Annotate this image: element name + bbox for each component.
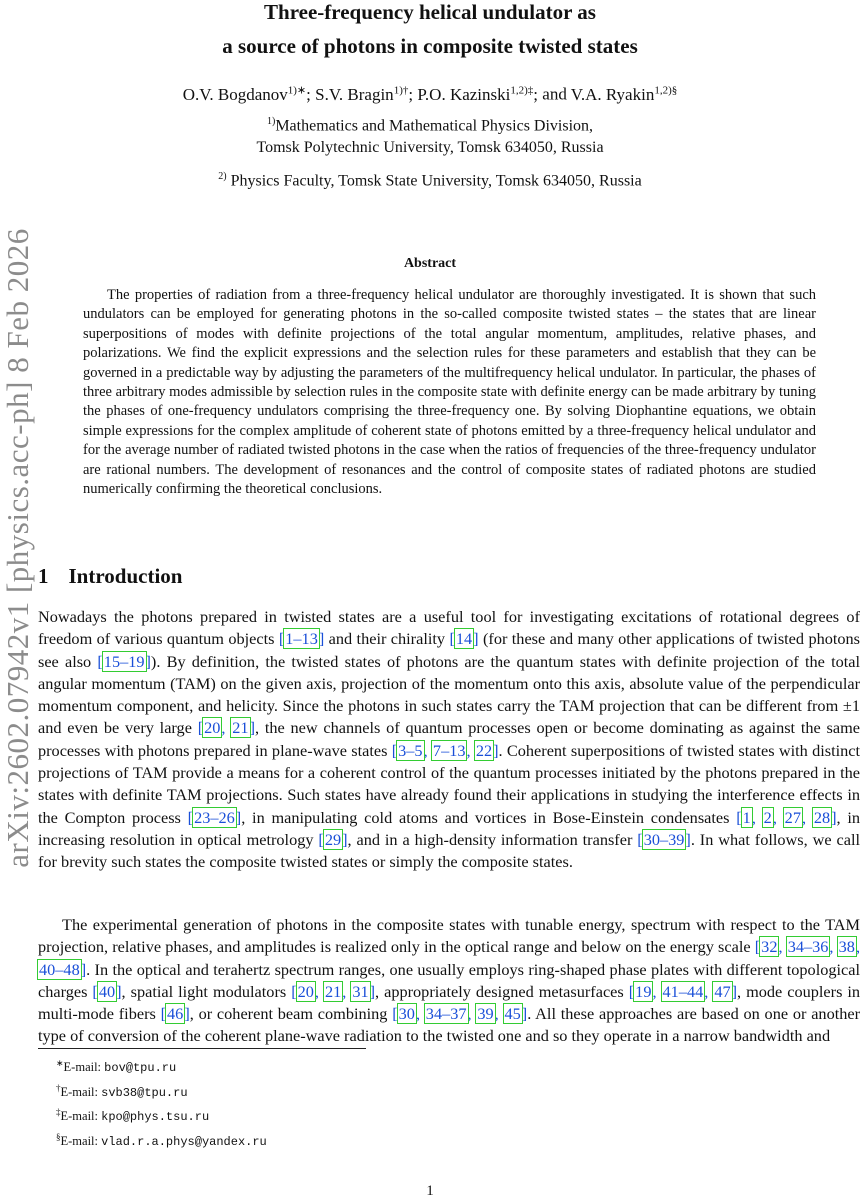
citation-link[interactable]: 31 <box>352 981 369 1001</box>
text-run: , in increasing resolution in optical metrology <box>38 807 860 849</box>
affiliation-1-line-1: $^{1)}$Mathematics and Mathematical Physics Division, <box>266 116 594 135</box>
citation-link[interactable]: 20 <box>204 718 221 738</box>
author-and: and <box>542 84 567 104</box>
citation-link[interactable]: 1 <box>742 807 751 827</box>
email-link[interactable]: vlad.r.a.phys@yandex.ru <box>101 1135 267 1150</box>
citation-link[interactable]: 28 <box>813 807 831 827</box>
paper-title-line-1: Three-frequency helical undulator as <box>264 0 596 24</box>
citation-link[interactable]: 34–37 <box>425 1004 467 1024</box>
citation-link[interactable]: 20 <box>297 981 314 1001</box>
citation-group: [1–13] <box>278 629 325 649</box>
footnote-3: ‡E-mail: kpo@phys.tsu.ru <box>56 1107 210 1125</box>
text-run: , and in a high-density information transfer <box>347 829 638 849</box>
text-run: , appropriately designed metasurfaces <box>375 981 629 1001</box>
citation-group: [30–39] <box>637 829 691 849</box>
citation-link[interactable]: 14 <box>455 629 473 649</box>
citation-group: [46] <box>160 1004 190 1024</box>
citation-group: [15–19] <box>97 651 151 671</box>
abstract-heading: Abstract <box>403 256 457 271</box>
text-run: Nowadays the photons prepared in twisted states are a useful tool for investigating excitations of rotational degrees of freedom of various quantum objects <box>38 607 860 649</box>
email-link[interactable]: bov@tpu.ru <box>104 1061 177 1076</box>
citation-link[interactable]: 21 <box>324 981 342 1001</box>
text-run: , or coherent beam combining <box>189 1004 393 1024</box>
text-run: The experimental generation of photons in the composite states with tunable energy, spectrum with respect to the TAM projection, relative phases, and amplitudes is realized only in the optical range and below on the energy scale <box>38 915 860 957</box>
citation-link[interactable]: 7–13 <box>432 740 466 760</box>
citation-link[interactable]: 22 <box>475 740 493 760</box>
text-run: ). By definition, the twisted states of photons are the quantum states with definite projection of the total angular momentum (TAM) on the given axis, projection of the momentum onto this axis, absolute value of the perpendicular momentum component, and helicity. Since the photons in such states carry the TAM projection that can be different from ±1 and even be very large <box>38 651 860 738</box>
citation-link[interactable]: 21 <box>232 718 249 738</box>
citation-link[interactable]: 40 <box>98 981 116 1001</box>
footnotes <box>56 1054 267 1153</box>
citation-link[interactable]: 19 <box>635 981 652 1001</box>
citation-group: [29] <box>318 829 348 849</box>
citation-group: [20, 21, 31] <box>291 981 376 1001</box>
footnote-1: ∗E-mail: bov@tpu.ru <box>56 1058 177 1076</box>
citation-link[interactable]: 34–36 <box>787 937 829 957</box>
citation-link[interactable]: 2 <box>763 807 772 827</box>
email-link[interactable]: svb38@tpu.ru <box>101 1085 188 1100</box>
arxiv-side-stamp: arXiv:2602.07942v1 [physics.acc-ph] 8 Feb 2026 <box>0 228 35 868</box>
citation-group: [20, 21] <box>197 718 255 738</box>
citation-link[interactable]: 41–44 <box>662 981 704 1001</box>
citation-link[interactable]: 23–26 <box>194 807 235 827</box>
author-list <box>0 83 860 105</box>
text-run: (for these and many other applications of twisted photons see also <box>38 629 860 671</box>
email-link[interactable]: kpo@phys.tsu.ru <box>101 1110 210 1125</box>
author-2: S.V. Bragin$^{1)\dagger}$; <box>315 84 414 104</box>
text-run: . In the optical and terahertz spectrum ranges, one usually employs ring-shaped phase plates with different topological charges <box>38 959 860 1001</box>
author-4: V.A. Ryakin$^{1,2)\S}$ <box>570 84 678 104</box>
text-run: . All these approaches are based on one or another type of conversion of the coherent plane-wave radiation to the twisted one and so they operate in a narrow bandwidth and <box>38 1004 860 1046</box>
citation-group: [32, 34–36, 38, 40–48] <box>39 937 860 979</box>
affiliation-1-line-2: Tomsk Polytechnic University, Tomsk 634050, Russia <box>256 139 604 156</box>
text-run: , spatial light modulators <box>121 981 292 1001</box>
text-run: , in manipulating cold atoms and vortices in Bose-Einstein condensates <box>241 807 737 827</box>
page-number: 1 <box>426 1183 434 1199</box>
section-number: 1 <box>38 564 49 588</box>
citation-group: [40] <box>92 981 122 1001</box>
citation-link[interactable]: 45 <box>504 1004 521 1024</box>
citation-group: [23–26] <box>187 807 242 827</box>
text-run: . Coherent superpositions of twisted states with distinct projections of TAM provide a means for a coherent control of the quantum processes initiated by the photons prepared in the states with definite TAM projections. Such states have already found their applications in studying the interference effects in the Compton process <box>38 740 860 827</box>
paper-title-line-2: a source of photons in composite twisted states <box>222 34 638 58</box>
citation-link[interactable]: 15–19 <box>103 651 145 671</box>
citation-group: [30, 34–37, 39, 45] <box>392 1004 528 1024</box>
text-run: , the new channels of quantum processes open or become dominating as against the same processes with photons prepared in plane-wave states <box>38 718 860 760</box>
citation-group: [19, 41–44, 47] <box>628 981 738 1001</box>
section-heading <box>38 564 182 589</box>
author-3: P.O. Kazinski$^{1,2)\ddagger}$; <box>417 84 539 104</box>
citation-link[interactable]: 27 <box>784 807 801 827</box>
citation-link[interactable]: 1–13 <box>285 629 318 649</box>
intro-paragraph-2 <box>38 914 860 1048</box>
citation-group: [14] <box>449 629 479 649</box>
citation-link[interactable]: 32 <box>761 937 778 957</box>
citation-link[interactable]: 39 <box>477 1004 494 1024</box>
citation-link[interactable]: 38 <box>838 937 855 957</box>
footnote-rule <box>38 1048 366 1049</box>
text-run: and their chirality <box>324 629 450 649</box>
citation-link[interactable]: 30–39 <box>643 829 685 849</box>
affiliation-2: $^{2)}$ Physics Faculty, Tomsk State University, Tomsk 634050, Russia <box>218 171 642 190</box>
citation-link[interactable]: 40–48 <box>39 959 80 979</box>
author-1: O.V. Bogdanov$^{1)∗}$; <box>182 84 311 104</box>
abstract-text: The properties of radiation from a three-frequency helical undulator are thoroughly investigated. It is shown that such undulators can be employed for generating photons in the so-called composite twisted states – the states that are linear superpositions of modes with definite projections of the total angular momentum, amplitudes, relative phases, and polarizations. We find the explicit expressions and the selection rules for these parameters and establish that they can be governed in a predictable way by adjusting the parameters of the multifrequency helical undulator. In particular, the phases of three arbitrary modes admissible by selection rules in the composite state with definite energy can be made arbitrary by tuning the phases of one-frequency undulators comprising the three-frequency one. By solving Diophantine equations, we obtain simple expressions for the complex amplitude of coherent state of photons emitted by a three-frequency helical undulator and for the average number of radiated twisted photons in the case when the ratios of frequencies of the three-frequency undulator are rational numbers. The development of resonances and the control of composite states of radiated photons are studied numerically confirming the theoretical conclusions. <box>83 287 816 498</box>
intro-paragraph-1 <box>38 606 860 874</box>
footnote-4: §E-mail: vlad.r.a.phys@yandex.ru <box>56 1131 267 1150</box>
citation-link[interactable]: 29 <box>324 829 342 849</box>
text-run: , mode couplers in multi-mode fibers <box>38 981 860 1024</box>
citation-link[interactable]: 46 <box>167 1004 184 1024</box>
citation-group: [3–5, 7–13, 22] <box>391 740 499 760</box>
section-title: Introduction <box>68 564 183 588</box>
citation-link[interactable]: 3–5 <box>398 740 423 760</box>
text-run: . In what follows, we call for brevity such states the composite twisted states or simply the composite states. <box>38 829 860 872</box>
citation-link[interactable]: 30 <box>398 1004 415 1024</box>
citation-group: [1, 2, 27, 28] <box>736 807 837 827</box>
footnote-2: †E-mail: svb38@tpu.ru <box>56 1082 188 1100</box>
citation-link[interactable]: 47 <box>714 981 731 1001</box>
